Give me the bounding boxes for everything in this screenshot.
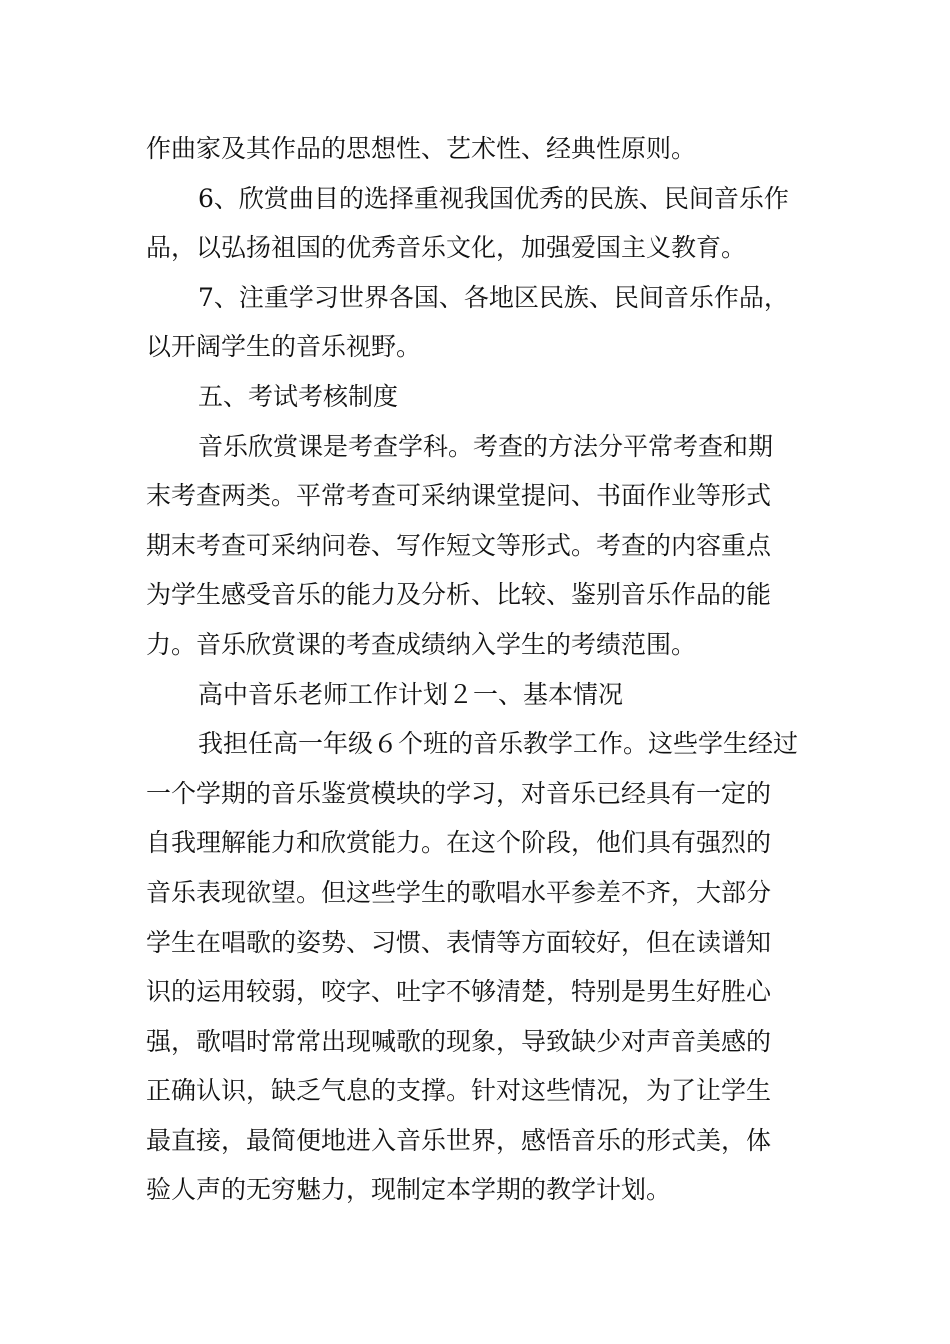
text-line: 末考查两类。平常考查可采纳课堂提问、书面作业等形式 — [146, 481, 772, 511]
text-line: 力。音乐欣赏课的考查成绩纳入学生的考绩范围。 — [146, 629, 697, 659]
text-line: 学生在唱歌的姿势、习惯、表情等方面较好，但在读谱知 — [146, 927, 772, 957]
text-line: 期末考查可采纳问卷、写作短文等形式。考查的内容重点 — [146, 530, 772, 560]
text-line: 强，歌唱时常常出现喊歌的现象，导致缺少对声音美感的 — [146, 1026, 772, 1056]
text-line: 为学生感受音乐的能力及分析、比较、鉴别音乐作品的能 — [146, 580, 772, 610]
text-line: 正确认识，缺乏气息的支撑。针对这些情况，为了让学生 — [146, 1076, 772, 1106]
text-line: 我担任高一年级６个班的音乐教学工作。这些学生经过 — [198, 729, 799, 759]
text-line: 音乐欣赏课是考查学科。考查的方法分平常考查和期 — [198, 431, 774, 461]
text-line: 一个学期的音乐鉴赏模块的学习，对音乐已经具有一定的 — [146, 778, 772, 808]
text-line: 识的运用较弱，咬字、吐字不够清楚，特别是男生好胜心 — [146, 977, 772, 1007]
text-line: 音乐表现欲望。但这些学生的歌唱水平参差不齐，大部分 — [146, 877, 772, 907]
text-line: 7、注重学习世界各国、各地区民族、民间音乐作品， — [198, 282, 789, 312]
text-line: 验人声的无穷魅力，现制定本学期的教学计划。 — [146, 1175, 672, 1205]
section-heading: 五、考试考核制度 — [198, 381, 399, 411]
text-line: 6、欣赏曲目的选择重视我国优秀的民族、民间音乐作 — [198, 183, 789, 213]
text-line: 以开阔学生的音乐视野。 — [146, 332, 422, 362]
section-heading: 高中音乐老师工作计划２一、基本情况 — [198, 679, 624, 709]
document-body — [146, 124, 806, 1215]
text-line: 作曲家及其作品的思想性、艺术性、经典性原则。 — [146, 134, 697, 163]
text-line: 自我理解能力和欣赏能力。在这个阶段，他们具有强烈的 — [146, 828, 772, 858]
text-line: 最直接，最简便地进入音乐世界，感悟音乐的形式美，体 — [146, 1125, 772, 1155]
text-line: 品，以弘扬祖国的优秀音乐文化，加强爱国主义教育。 — [146, 233, 747, 263]
